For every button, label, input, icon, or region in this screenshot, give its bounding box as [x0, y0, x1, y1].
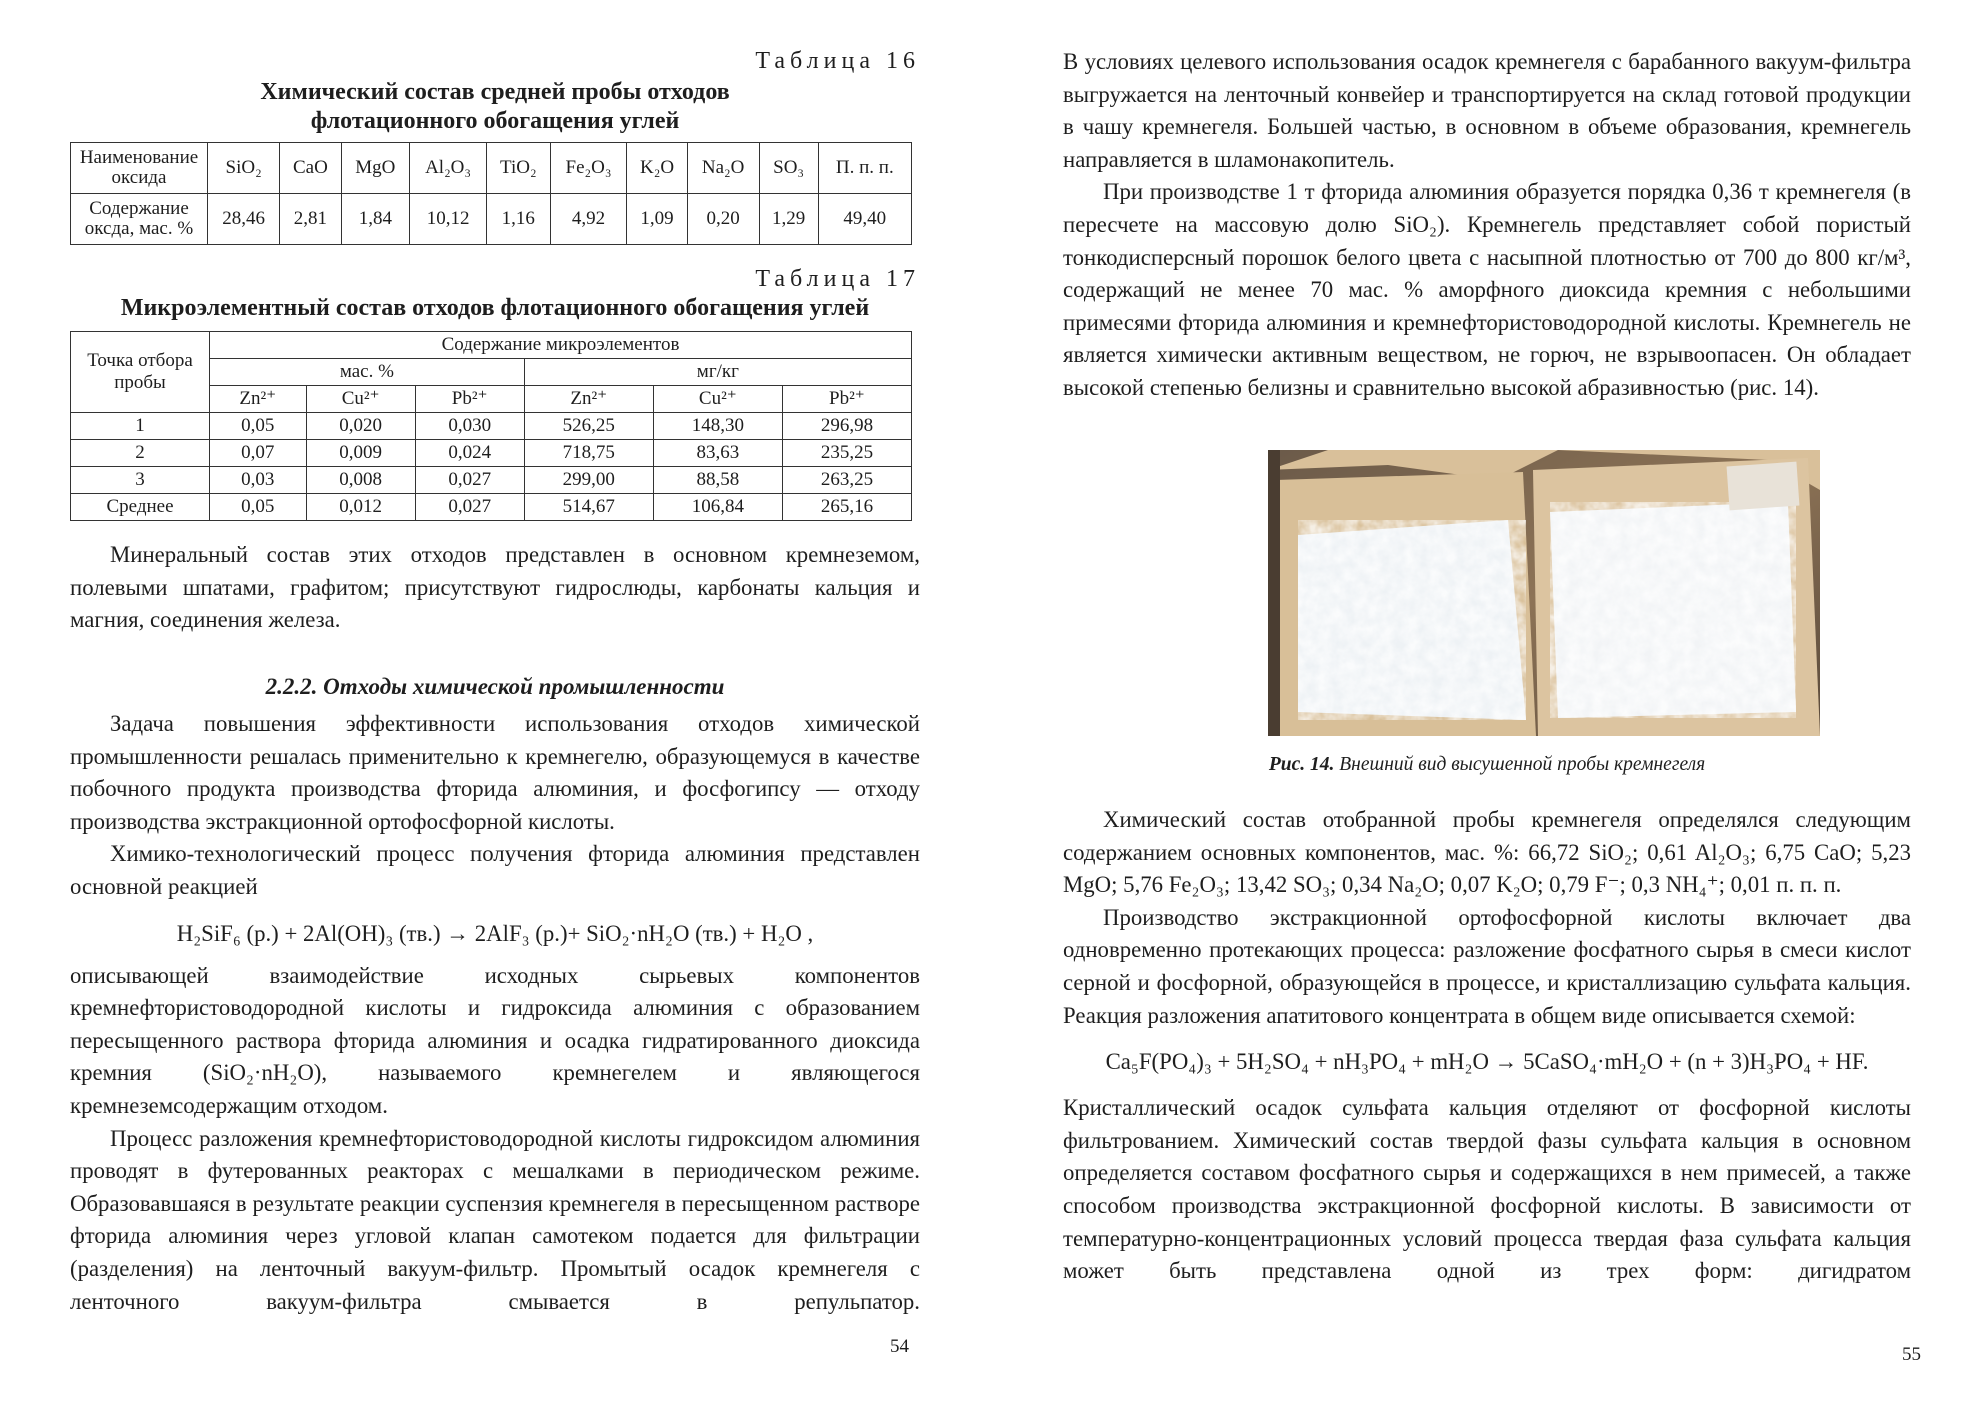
table17-cell: 1 [71, 413, 210, 440]
paragraph-crystal: Кристаллический осадок сульфата кальция отделяют от фосфорной кислоты фильтрованием. Химический состав твердой фазы сульфата кальция в основном определяется составом фосфатного сырья и содержащихся в нем примесей, а также способом производства экстракционной фосфорной кислоты. В зависимости от температурно-концентрационных условий процесса твердая фаза сульфата кальция может быть представлена одной из трех форм: дигидратом [1063, 1095, 1911, 1284]
table16-cell: 1,16 [486, 194, 550, 245]
table17-cell: 3 [71, 467, 210, 494]
table-row [71, 467, 912, 494]
table17-cell: 296,98 [782, 413, 911, 440]
table16-cell: 10,12 [410, 194, 487, 245]
table17-cell: 0,03 [210, 467, 307, 494]
table17-cell: 88,58 [653, 467, 782, 494]
table17-cell: 148,30 [653, 413, 782, 440]
table17-cell: 0,008 [306, 467, 415, 494]
table17-cell: 0,024 [415, 440, 524, 467]
table16-header-cell: Fe₂O₃ [550, 143, 627, 194]
figure-14-photo [1268, 450, 1820, 736]
paragraph-conditions: В условиях целевого использования осадок кремнегеля с барабанного вакуум-фильтра выгружается на ленточный конвейер и транспортируется на склад готовой продукции в чашу кремнегеля. Большей частью, в основном в объеме образования, кремнегель направляется в шламонакопитель. [1063, 49, 1911, 172]
table17-cell: 0,07 [210, 440, 307, 467]
table17-cell: 0,05 [210, 494, 307, 521]
table16-cell: 4,92 [550, 194, 627, 245]
table16-header-cell: Al₂O₃ [410, 143, 487, 194]
table17 [70, 331, 912, 521]
table-row [71, 413, 912, 440]
dried-silica-gel-image [1268, 450, 1820, 736]
paragraph-decomposition: Процесс разложения кремнефтористоводородной кислоты гидроксидом алюминия проводят в футерованных реакторах с мешалками в периодическом режиме. Образовавшаяся в результате реакции суспензия кремнегеля в пересыщенном растворе фторида алюминия через угловой клапан самотеком подается для фильтрации (разделения) на ленточный вакуум-фильтр. Промытый осадок кремнегеля с ленточного вакуум-фильтра смывается в репульпатор. [70, 1125, 920, 1314]
table17-cell: 0,027 [415, 467, 524, 494]
table16-data-row [71, 194, 912, 245]
table17-cell: 0,009 [306, 440, 415, 467]
table16-header-cell: SiO₂ [208, 143, 280, 194]
formula-reaction-2: Ca₅F(PO₄)₃ + 5H₂SO₄ + nH₃PO₄ + mH₂O → 5CaSO₄·mH₂O + (n + 3)H₃PO₄ + HF. [1105, 1049, 1869, 1075]
table17-element-cell: Cu²⁺ [653, 386, 782, 413]
table17-cell: 514,67 [524, 494, 653, 521]
table17-number: Таблица 17 [755, 266, 920, 292]
table16-header-cell: П. п. п. [818, 143, 911, 194]
table16-cell: 28,46 [208, 194, 280, 245]
table16-title-line2: флотационного обогащения углей [310, 108, 680, 134]
table16-header-cell: TiO₂ [486, 143, 550, 194]
table-row [71, 494, 912, 521]
table17-cell: 299,00 [524, 467, 653, 494]
table17-content-header: Содержание микроэлементов [210, 332, 912, 359]
table17-unit-mg: мг/кг [524, 359, 911, 386]
table16-header-cell: MgO [341, 143, 410, 194]
table17-unit-mass: мас. % [210, 359, 525, 386]
table17-cell: 0,012 [306, 494, 415, 521]
table17-title: Микроэлементный состав отходов флотационного обогащения углей [120, 295, 870, 321]
table16-header-cell: K₂O [627, 143, 687, 194]
table17-header-row [71, 332, 912, 359]
table17-cell: 526,25 [524, 413, 653, 440]
table17-element-cell: Zn²⁺ [524, 386, 653, 413]
paragraph-process: Химико-технологический процесс получения фторида алюминия представлен основной реакцией [70, 841, 920, 899]
section-heading: 2.2.2. Отходы химической промышленности [265, 674, 725, 699]
table17-element-cell: Pb²⁺ [415, 386, 524, 413]
paragraph-production: При производстве 1 т фторида алюминия образуется порядка 0,36 т кремнегеля (в пересчете на массовую долю SiO₂). Кремнегель представляет собой пористый тонкодисперсный порошок белого цвета с насыпной плотностью от 700 до 800 кг/м³, содержащий не менее 70 мас. % аморфного диоксида кремния с небольшими примесями фторида алюминия и кремнефтористоводородной кислоты. Кремнегель не является химически активным веществом, не горюч, не взрывоопасен. Он обладает высокой степенью белизны и сравнительно высокой абразивностью (рис. 14). [1063, 179, 1911, 400]
right-page [985, 0, 1969, 1422]
formula-reaction-1: H₂SiF₆ (р.) + 2Al(OH)₃ (тв.) → 2AlF₃ (р.)+ SiO₂·nH₂O (тв.) + H₂O , [176, 920, 814, 946]
table17-point-header: Точка отбора пробы [71, 332, 210, 413]
table17-cell: Среднее [71, 494, 210, 521]
table16-header-cell: Наименование оксида [71, 143, 208, 194]
table-row [71, 440, 912, 467]
figure-label: Рис. 14. [1268, 754, 1335, 775]
table16-number: Таблица 16 [755, 48, 920, 74]
table16-header-row [71, 143, 912, 194]
table16-cell: 0,20 [687, 194, 759, 245]
table17-cell: 265,16 [782, 494, 911, 521]
table16-cell: 1,29 [759, 194, 818, 245]
table16-cell: 1,84 [341, 194, 410, 245]
table16-cell: Содержание оксда, мас. % [71, 194, 208, 245]
table17-element-cell: Cu²⁺ [306, 386, 415, 413]
paragraph-extraction: Производство экстракционной ортофосфорной кислоты включает два одновременно протекающих процесса: разложение фосфатного сырья в смеси кислот серной и фосфорной, образующейся в процессе, и кристаллизацию сульфата кальция. Реакция разложения апатитового концентрата в общем виде описывается схемой: [1063, 904, 1911, 1028]
table17-cell: 235,25 [782, 440, 911, 467]
figure-caption-text: Внешний вид высушенной пробы кремнегеля [1339, 754, 1706, 775]
paragraph-describing: описывающей взаимодействие исходных сырьевых компонентов кремнефтористоводородной кислоты и гидроксида алюминия с образованием пересыщенного раствора фторида алюминия и осадка гидратированного диоксида кремния (SiO₂·nH₂O), называемого кремнегелем и являющегося кремнеземсодержащим отходом. [70, 962, 920, 1118]
table16-cell: 1,09 [627, 194, 687, 245]
table17-cell: 2 [71, 440, 210, 467]
page-number: 54 [890, 1336, 909, 1357]
paragraph-composition: Химический состав отобранной пробы кремнегеля определялся следующим содержанием основных компонентов, мас. %: 66,72 SiO₂; 0,61 Al₂O₃; 6,75 CaO; 5,23 MgO; 5,76 Fe₂O₃; 13,42 SO₃; 0,34 Na₂O; 0,07 K₂O; 0,79 F⁻; 0,3 NH₄⁺; 0,01 п. п. п. [1063, 807, 1911, 898]
table17-element-cell: Zn²⁺ [210, 386, 307, 413]
paragraph-task: Задача повышения эффективности использования отходов химической промышленности решалась применительно к кремнегелю, образующемуся в качестве побочного продукта производства фторида алюминия, и фосфогипсу — отходу производства экстракционной ортофосфорной кислоты. [70, 711, 920, 834]
table16-header-cell: CaO [280, 143, 341, 194]
table17-element-cell: Pb²⁺ [782, 386, 911, 413]
left-page [0, 0, 984, 1422]
table17-cell: 263,25 [782, 467, 911, 494]
table17-cell: 106,84 [653, 494, 782, 521]
table16-title-line1: Химический состав средней пробы отходов [260, 79, 730, 105]
table17-cell: 0,027 [415, 494, 524, 521]
page-number: 55 [1902, 1344, 1921, 1365]
table17-cell: 0,030 [415, 413, 524, 440]
table17-cell: 718,75 [524, 440, 653, 467]
table16-cell: 2,81 [280, 194, 341, 245]
figure-14-caption [1063, 754, 1911, 776]
table16-header-cell: Na₂O [687, 143, 759, 194]
table17-cell: 83,63 [653, 440, 782, 467]
table16-cell: 49,40 [818, 194, 911, 245]
table17-cell: 0,05 [210, 413, 307, 440]
table16 [70, 142, 912, 245]
paragraph-mineral: Минеральный состав этих отходов представлен в основном кремнеземом, полевыми шпатами, графитом; присутствуют гидрослюды, карбонаты кальция и магния, соединения железа. [70, 542, 920, 633]
table16-header-cell: SO₃ [759, 143, 818, 194]
table17-cell: 0,020 [306, 413, 415, 440]
